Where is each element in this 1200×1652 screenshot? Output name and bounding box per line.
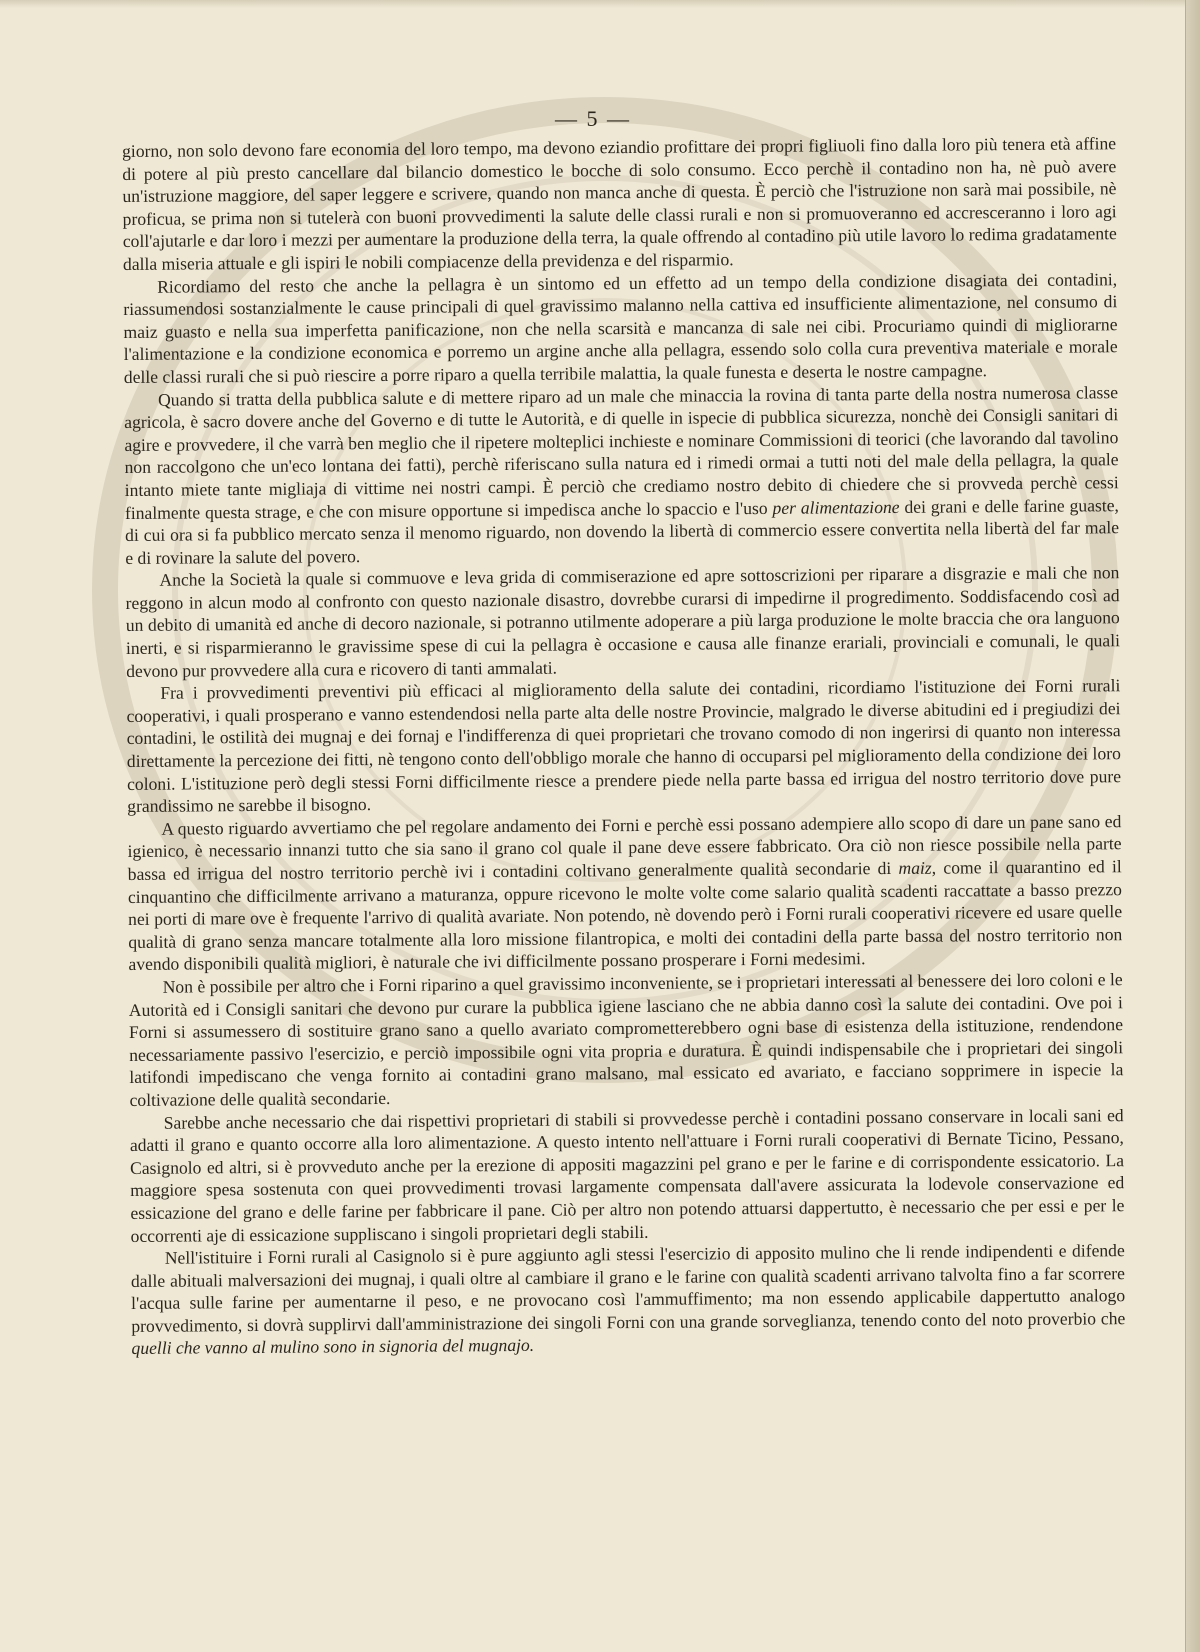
- page-top-edge: [0, 0, 1186, 8]
- paragraph: [124, 381, 1119, 570]
- page-right-edge: [1185, 0, 1200, 1652]
- text-run: Fra i provvedimenti preventivi più efficaci al miglioramento della salute dei contadini, ricordiamo l'istituzione dei Forni rurali cooperativi, i quali prosperano e vanno estendendosi nella parte alta delle nostre Provincie, malgrado le diverse abitudini ed i pregiudizi dei contadini, le ostilità dei mugnaj e dei fornaj e l'indifferenza di quei proprietari che trovano comodo di non ingerirsi di quanto non interessa direttamente la percezione dei fitti, nè tengono conto dell'obbligo morale che hanno di occuparsi pel miglioramento della condizione dei loro coloni. L'istituzione però degli stessi Forni difficilmente riesce a prendere piede nella parte bassa ed irrigua del nostro territorio dove pure grandissimo ne sarebbe il bisogno.: [126, 675, 1122, 817]
- text-run: Quando si tratta della pubblica salute e di mettere riparo ad un male che minaccia la rovina di tanta parte della nostra numerosa classe agricola, è sacro dovere anche del Governo e di tutte le Autorità, e di quelle in ispecie di pubblica sicurezza, nonchè dei Consigli sanitari di agire e provvedere, il che varrà ben meglio che il ripetere moltеplici inchieste e nominare Commissioni di teorici (che lavorando dal tavolino non raccolgono che un'eco lontana dei fatti), perchè riferiscano sulla natura ed i rimedi ormai a tutti noti del male della pellagra, la quale intanto miete tante migliaja di vittime nei nostri campi. È perciò che crediamo nostro debito di chiedere che si provveda perchè cessi finalmente questa strage, e che con misure opportune si impedisca anche lo spaccio e l'uso: [124, 381, 1119, 523]
- text-run: Ricordiamo del resto che anche la pellagra è un sintomo ed un effetto ad un tempo della condizione disagiata dei contadini, riassumendosi sostanzialmente le cause principali di quel gravissimo malanno nella cattiva ed insufficiente alimentazione, nel consumo di maiz guasto e nella sua imperfetta panificazione, non che nella scarsità e mancanza di sale nei cibi. Procuriamo quindi di migliorarne l'alimentazione e la condizione economica e porremo un argine anche alla pellagra, essendo solo colla cura preventiva materiale e morale delle classi rurali che si può riescire a porre riparo a quella terribile malattia, la quale funesta e deserta le nostre campagne.: [123, 268, 1118, 387]
- italic-text: per alimentazione: [772, 496, 900, 518]
- paragraph: [127, 810, 1122, 976]
- text-run: Nell'istituire i Forni rurali al Casignolo si è pure aggiunto agli stessi l'esercizio di apposito mulino che li rende indipendenti e difende dalle abituali malversazioni dei mugnaj, i quali oltre al cambiare il grano e le farine con qualità scadenti arrivano talvolta fino a far scorrere l'acqua sulle farine per aumentarne il peso, e ne provocano così l'ammuffimento; ma non essendo applicabile dappertutto analogo provvedimento, si dovrà supplirvi dall'amministrazione dei singoli Forni con una grande sorveglianza, tenendo conto del noto proverbio che: [130, 1240, 1126, 1336]
- document-body: [122, 132, 1126, 1360]
- paragraph: [131, 1239, 1126, 1360]
- paragraph: [125, 561, 1120, 682]
- italic-text: maiz: [898, 857, 932, 878]
- paragraph: [123, 268, 1118, 389]
- paragraph: [126, 674, 1121, 817]
- paragraph: [130, 1104, 1125, 1247]
- page-number: — 5 —: [555, 106, 631, 131]
- text-run: , come il quarantino ed il cinquantino che difficilmente arrivano a maturanza, oppure ricevono le molte volte come salario qualità scadenti raccattate a basso prezzo nei porti di mare ove è frequente l'arrivo di qualità avariate. Non potendo, nè dovendo però i Forni rurali cooperativi ricevere ed usare quelle qualità di grano senza mancare totalmente alla loro missione filantropica, e molti dei contadini della parte bassa del nostro territorio non avendo disponibili qualità migliori, è naturale che ivi difficilmente possano prosperare i Forni medesimi.: [127, 856, 1123, 975]
- text-run: A questo riguardo avvertiamo che pel regolare andamento dei Forni e perchè essi possano adempiere allo scopo di dare un pane sano ed igienico, è necessario innanzi tutto che sia sano il grano col quale il pane deve essere fabbricato. Ora ciò non riesce possibile nella parte bassa ed irrigua del nostro territorio perchè ivi i contadini coltivano generalmente qualità secondarie di: [127, 810, 1122, 884]
- paragraph: [122, 132, 1117, 275]
- italic-text: quelli che vanno al mulino sono in signoria del mugnajo.: [131, 1335, 535, 1359]
- paragraph: [129, 968, 1124, 1111]
- text-run: Sarebbe anche necessario che dai rispettivi proprietari di stabili si provvedesse perchè i contadini possano conservare in locali sani ed adatti il grano e quanto occorre alla loro alimentazione. A questo intento nell'attuare i Forni rurali cooperativi di Bernate Ticino, Pessano, Casignolo ed altri, si è provveduto anche per la erezione di appositi magazzini pel grano e per le farine e di corrispondente essicatorio. La maggiore spesa sostenuta con quei provvedimenti trovasi largamente compensata dall'avere assicurata la lodevole conservazione ed essicazione del grano e delle farine per fabbricare il pane. Ciò per altro non potendo attuarsi dappertutto, è necessario che per essi e per le occorrenti aje di essicazione suppliscano i singoli proprietari degli stabili.: [129, 1104, 1125, 1246]
- text-run: Anche la Società la quale si commuove e leva grida di commiserazione ed apre sottoscrizioni per riparare a disgrazie e mali che non reggono in alcun modo al confronto con questo nazionale disastro, dovrebbe curarsi di impedirne il progredimento. Soddisfacendo così ad un debito di umanità ed anche di decoro nazionale, si potranno utilmente adoperare a più larga produzione le molte braccia che ora languono inerti, e si risparmieranno le gravissime spese di cui la pellagra è occasione e causa alle finanze erariali, provinciali e comunali, le quali devono pur provvedere alla cura e ricovero di tanti ammalati.: [125, 562, 1121, 681]
- text-run: giorno, non solo devono fare economia del loro tempo, ma devono eziandio profittare dei propri figliuoli fino dalla loro più tenera età affine di potere al più presto cancellare dal bilancio domestico le bocche di solo consumo. Ecco perchè il contadino non ha, nè può avere un'istruzione maggiore, del saper leggere e scrivere, quando non manca anche di questa. È perciò che l'istruzione non sarà mai possibile, nè proficua, se prima non si tutelerà con buoni provvedimenti la salute delle classi rurali e non si promuoveranno ed accresceranno i loro agi coll'ajutarle e dar loro i mezzi per aumentare la produzione della terra, la quale offrendo al contadino più utile lavoro lo redima gradatamente dalla miseria attuale e gli ispiri le nobili compiacenze della previdenza e del risparmio.: [122, 133, 1117, 274]
- text-run: dei grani e delle farine guaste, di cui ora si fa pubblico mercato senza il menomo riguardo, non dovendo la libertà di commercio essere convertita nella libertà del far male e di rovinare la salute del povero.: [125, 494, 1120, 568]
- text-run: Non è possibile per altro che i Forni riparino a quel gravissimo inconveniente, se i proprietari interessati al benessere dei loro coloni e le Autorità ed i Consigli sanitari che devono pur curare la pubblica igiene lasciano che ne abbia danno così la salute dei contadini. Ove poi i Forni si assumessero di sostituire grano sano a quello avariato comprometterebbero ogni base di esistenza della istituzione, rendendone necessariamente passivo l'esercizio, e perciò impossibile ogni vita propria e duratura. È quindi indispensabile che i proprietari dei singoli latifondi impediscano che venga fornito ai contadini grano malsano, mal essicato ed avariato, e facciano sopprimere in ispecie la coltivazione delle qualità secondarie.: [128, 969, 1124, 1110]
